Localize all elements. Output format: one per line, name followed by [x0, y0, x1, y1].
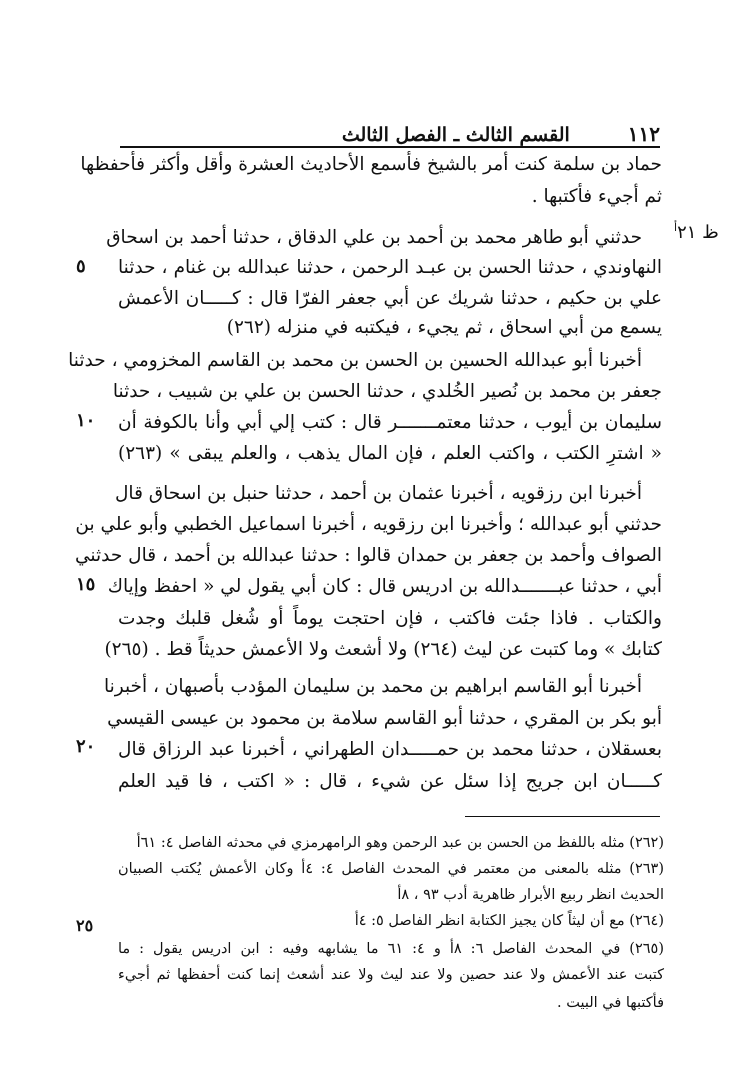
footnote-262: (٢٦٢) مثله باللفظ من الحسن بن عبد الرحمن وهو الرامهرمزي في محدثه الفاصل ٤: ٦١أ: [136, 835, 664, 851]
body-line-18: أبو بكر بن المقري ، حدثنا أبو القاسم سلامة بن محمود بن عيسى القيسي: [107, 708, 662, 729]
body-line-10: « اشترِ الكتب ، واكتب العلم ، فإن المال يذهب ، والعلم يبقى » (٢٦٣): [118, 443, 662, 464]
body-line-13: الصواف وأحمد بن جعفر بن حمدان قالوا : حدثنا عبدالله بن أحمد ، قال حدثني: [74, 545, 662, 566]
body-line-4: النهاوندي ، حدثنا الحسن بن عبـد الرحمن ، حدثنا عبدالله بن غنام ، حدثنا: [118, 257, 662, 278]
footnote-265: (٢٦٥) في المحدث الفاصل ٦: ٨أ و ٤: ٦١ ما يشابهه وفيه : ابن ادريس يقول : ما: [118, 941, 665, 957]
body-line-2: ثم أجيء فأكتبها .: [531, 186, 662, 207]
footnote-264: (٢٦٤) مع أن ليثاً كان يجيز الكتابة انظر الفاصل ٥: ٤أ: [354, 913, 664, 929]
line-number-5: ٥: [76, 256, 86, 277]
body-line-1: حماد بن سلمة كنت أمر بالشيخ فأسمع الأحاديث العشرة وأقل وأكثر فأحفظها: [80, 154, 662, 175]
body-line-3: حدثني أبو طاهر محمد بن أحمد بن علي الدقاق ، حدثنا أحمد بن اسحاق: [106, 227, 642, 248]
body-line-14: أبي ، حدثنا عبـــــــدالله بن ادريس قال : كان أبي يقول لي « احفظ وإياك: [107, 576, 662, 597]
body-line-17: أخبرنا أبو القاسم ابراهيم بن محمد بن سليمان المؤدب بأصبهان ، أخبرنا: [103, 676, 642, 697]
footnote-rule: [465, 816, 660, 817]
body-line-16: كتابك » وما كتبت عن ليث (٢٦٤) ولا أشعث ولا الأعمش حديثاً قط . (٢٦٥): [104, 639, 662, 660]
body-line-6: يسمع من أبي اسحاق ، ثم يجيء ، فيكتبه في منزله (٢٦٢): [226, 317, 662, 338]
line-number-15: ١٥: [76, 574, 96, 595]
margin-ref-sup: أ: [674, 221, 678, 234]
body-line-9: سليمان بن أيوب ، حدثنا معتمـــــــر قال : كتب إلي أبي وأنا بالكوفة أن: [118, 412, 662, 433]
page-number: ١١٢: [627, 122, 660, 146]
line-number-10: ١٠: [76, 410, 96, 431]
body-line-12: حدثني أبو عبدالله ؛ وأخبرنا ابن رزقويه ، أخبرنا اسماعيل الخطبي وأبو علي بن: [75, 514, 662, 535]
body-line-19: بعسقلان ، حدثنا محمد بن حمـــــدان الطهراني ، أخبرنا عبد الرزاق قال: [118, 739, 662, 760]
margin-ref: [674, 221, 719, 243]
body-line-20: كـــــان ابن جريج إذا سئل عن شيء ، قال : « اكتب ، فا قيد العلم: [118, 771, 662, 792]
body-line-7: أخبرنا أبو عبدالله الحسين بن الحسن بن محمد بن القاسم المخزومي ، حدثنا: [68, 350, 642, 371]
body-line-8: جعفر بن محمد بن نُصير الخُلدي ، حدثنا الحسن بن علي بن شبيب ، حدثنا: [112, 381, 662, 402]
footnote-263-cont: الحديث انظر ربيع الأبرار ظاهرية أدب ٩٣ ، ٨أ: [397, 887, 664, 903]
body-line-5: علي بن حكيم ، حدثنا شريك عن أبي جعفر الفرّا قال : كـــــان الأعمش: [118, 288, 662, 309]
footnote-263: (٢٦٣) مثله بالمعنى من معتمر في المحدث الفاصل ٤: ٤أ وكان الأعمش يُكتب الصبيان: [118, 861, 664, 877]
line-number-20: ٢٠: [76, 736, 96, 757]
footnote-265-end: فأكتبها في البيت .: [557, 995, 664, 1011]
header-rule: [120, 146, 660, 148]
margin-ref-text: ظ ٢١: [677, 222, 719, 243]
line-number-25: ٢٥: [76, 916, 94, 935]
footnote-265-cont: كتبت عند الأعمش ولا عند حصين ولا عند ليث ولا عند أشعث إنما كنت أحفظها ثم أجيء: [118, 967, 664, 983]
body-line-11: أخبرنا ابن رزقويه ، أخبرنا عثمان بن أحمد ، حدثنا حنبل بن اسحاق قال: [114, 483, 642, 504]
running-header: [120, 112, 660, 146]
body-line-15: والكتاب . فاذا جئت فاكتب ، فإن احتجت يوماً أو شُغل قلبك وجدت: [118, 608, 662, 629]
chapter-title: القسم الثالث ـ الفصل الثالث: [341, 124, 570, 146]
